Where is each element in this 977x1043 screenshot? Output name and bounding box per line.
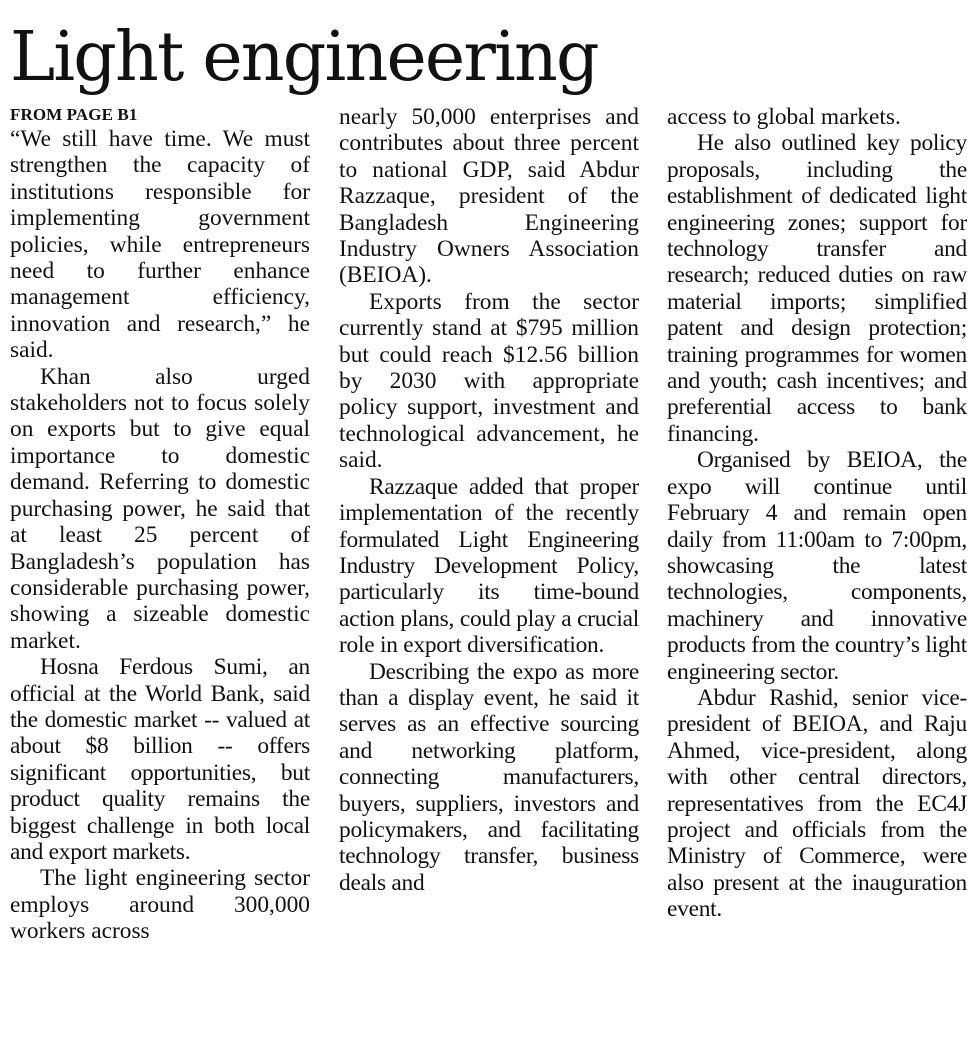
article-paragraph: Khan also urged stakeholders not to focus solely on exports but to give equal importance to domestic demand. Referring to domestic purchasing power, he said that at least 25 percent of Bangladesh’s population has considerable purchasing power, showing a sizeable domestic market.	[10, 363, 310, 654]
article-paragraph: Describing the expo as more than a display event, he said it serves as an effective sourcing and networking platform, connecting manufacturers, buyers, suppliers, investors and policymakers, and facilitating technology transfer, business deals and	[339, 658, 639, 896]
headline: Light engineering	[10, 18, 598, 97]
article-paragraph: He also outlined key policy proposals, including the establishment of dedicated light engineering zones; support for technology transfer and research; reduced duties on raw material imports; simplified patent and design protection; training programmes for women and youth; cash incentives; and preferential access to bank financing.	[667, 130, 967, 447]
article-column-1	[10, 104, 310, 1034]
article-column-2	[339, 104, 639, 1034]
article-paragraph: “We still have time. We must strengthen the capacity of institutions responsible for implementing government policies, while entrepreneurs need to further enhance management efficiency, innovation and research,” he said.	[10, 126, 310, 364]
article-paragraph: Exports from the sector currently stand at $795 million but could reach $12.56 billion by 2030 with appropriate policy support, investment and technological advancement, he said.	[339, 288, 639, 474]
article-paragraph: The light engineering sector employs around 300,000 workers across	[10, 865, 310, 945]
article-paragraph: Razzaque added that proper implementation of the recently formulated Light Engineering Industry Development Policy, particularly its time-bound action plans, could play a crucial role in export diversification.	[339, 473, 639, 659]
article-column-3	[667, 104, 967, 1034]
continuation-kicker: FROM PAGE B1	[10, 105, 138, 124]
article-paragraph: Organised by BEIOA, the expo will continue until February 4 and remain open daily from 11:00am to 7:00pm, showcasing the latest technologies, components, machinery and innovative products from the country’s light engineering sector.	[667, 447, 967, 685]
article-paragraph: Hosna Ferdous Sumi, an official at the World Bank, said the domestic market -- valued at about $8 billion -- offers significant opportunities, but product quality remains the biggest challenge in both local and export markets.	[10, 654, 310, 865]
article-paragraph: Abdur Rashid, senior vice-president of BEIOA, and Raju Ahmed, vice-president, along with other central directors, representatives from the EC4J project and officials from the Ministry of Commerce, were also present at the inauguration event.	[667, 684, 967, 923]
article-paragraph: access to global markets.	[667, 104, 901, 130]
article-paragraph: nearly 50,000 enterprises and contributes about three percent to national GDP, said Abdur Razzaque, president of the Bangladesh Engineering Industry Owners Association (BEIOA).	[339, 104, 639, 289]
